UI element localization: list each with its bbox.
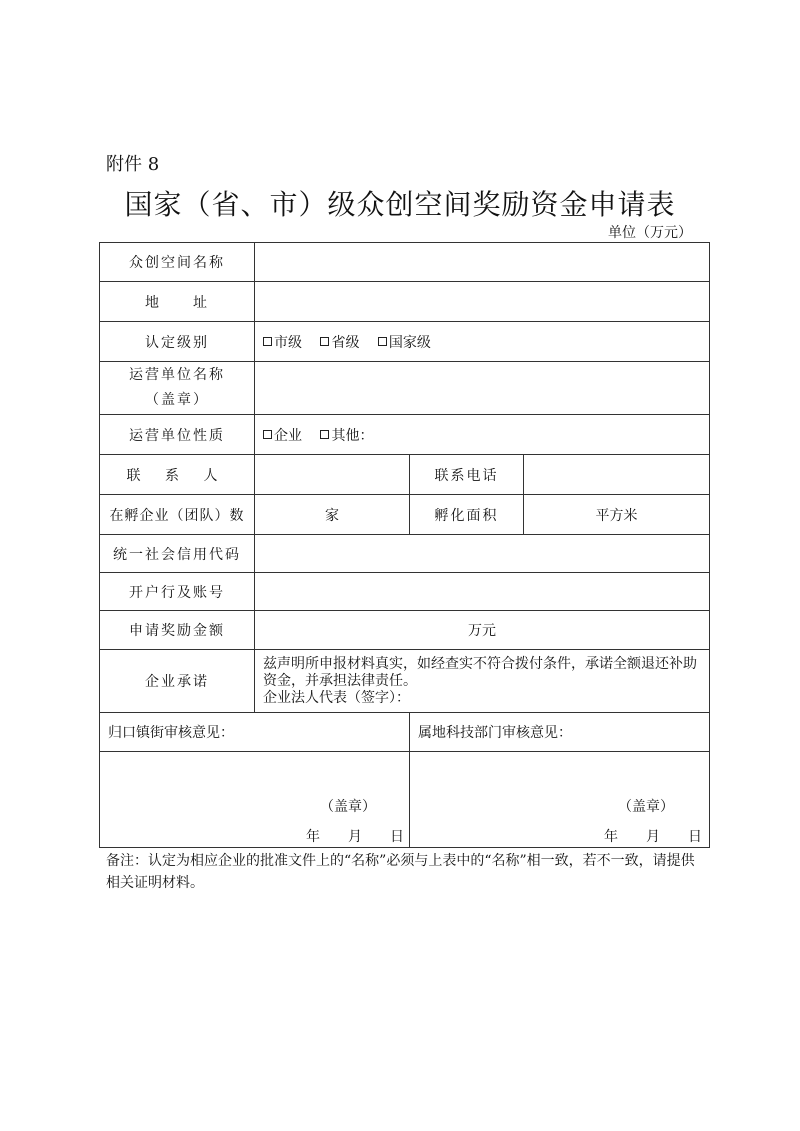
legal-rep-signature[interactable]: 企业法人代表（签字）： [263,689,410,706]
operator-name-field[interactable] [255,362,710,415]
space-name-label: 众创空间名称 [100,243,255,282]
credit-code-field[interactable] [255,535,710,573]
level-option-national[interactable]: 国家级 [378,332,431,352]
dept-seal-label: （盖章） [618,799,674,815]
footnote: 备注：认定为相应企业的批准文件上的“名称”必须与上表中的“名称”相一致，若不一致，请提供相关证明材料。 [106,853,695,891]
dept-date-label: 年 月 日 [604,829,702,845]
town-seal-label: （盖章） [320,799,376,815]
area-field[interactable]: 平方米 [524,495,710,535]
commitment-text: 兹声明所申报材料真实，如经查实不符合拨付条件，承诺全额退还补助资金，并承担法律责任。 [263,655,697,689]
credit-code-label: 统一社会信用代码 [100,535,255,573]
level-label: 认定级别 [100,322,255,362]
town-review-area[interactable] [100,752,410,848]
form-title: 国家（省、市）级众创空间奖励资金申请表 [124,188,676,221]
nature-options [255,415,710,455]
town-date-label: 年 月 日 [306,829,404,845]
incubating-label: 在孵企业（团队）数 [100,495,255,535]
amount-label: 申请奖励金额 [100,611,255,650]
operator-name-label: 运营单位名称 （盖章） [100,362,255,415]
checkbox-icon [320,337,329,346]
commitment-cell [255,650,710,713]
incubating-field[interactable]: 家 [255,495,410,535]
operator-nature-label: 运营单位性质 [100,415,255,455]
contact-field[interactable] [255,455,410,495]
checkbox-icon [263,337,272,346]
commitment-label: 企业承诺 [100,650,255,713]
level-option-province[interactable]: 省级 [320,332,359,352]
amount-field[interactable]: 万元 [255,611,710,650]
attachment-label: 附件 8 [106,154,160,175]
dept-review-header: 属地科技部门审核意见： [410,713,710,752]
nature-option-other[interactable]: 其他： [320,425,373,445]
bank-label: 开户行及账号 [100,573,255,611]
level-option-city[interactable]: 市级 [263,332,302,352]
checkbox-icon [263,430,272,439]
nature-option-enterprise[interactable]: 企业 [263,425,302,445]
application-table [99,242,710,848]
address-label: 地 址 [100,282,255,322]
phone-label: 联系电话 [410,455,524,495]
town-review-header: 归口镇街审核意见： [100,713,410,752]
area-label: 孵化面积 [410,495,524,535]
level-options [255,322,710,362]
address-field[interactable] [255,282,710,322]
space-name-field[interactable] [255,243,710,282]
unit-label: 单位（万元） [608,225,692,241]
contact-label: 联 系 人 [100,455,255,495]
phone-field[interactable] [524,455,710,495]
checkbox-icon [320,430,329,439]
checkbox-icon [378,337,387,346]
dept-review-area[interactable] [410,752,710,848]
bank-field[interactable] [255,573,710,611]
